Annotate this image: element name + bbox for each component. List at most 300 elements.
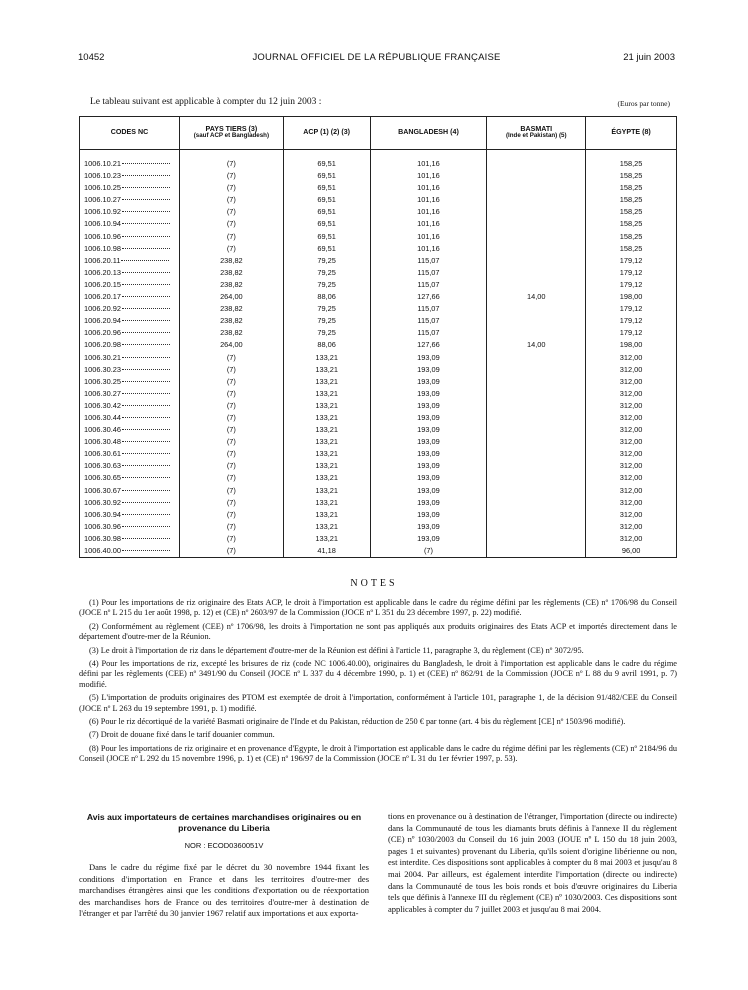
value-cell [487, 448, 586, 460]
value-cell: 79,25 [283, 255, 370, 267]
value-cell: 312,00 [586, 376, 677, 388]
value-cell: 101,16 [370, 243, 487, 255]
note-paragraph: (3) Le droit à l'importation de riz dans le département d'outre-mer de la Réunion est défini à l'article 11, paragraphe 3, du règlement (CE) nº 3072/95. [89, 645, 584, 655]
table-row [80, 436, 677, 448]
value-cell [487, 206, 586, 218]
value-cell: 193,09 [370, 436, 487, 448]
code-text: 1006.30.98 [84, 533, 121, 543]
value-cell: 238,82 [179, 255, 283, 267]
value-cell: 133,21 [283, 509, 370, 521]
column-header [80, 117, 180, 150]
value-cell [487, 231, 586, 243]
note-paragraph: (6) Pour le riz décortiqué de la variété Basmati originaire de l'Inde et du Pakistan, réduction de 250 € par tonne (art. 4 bis du règlement [CE] nº 1503/96 modifié). [89, 717, 626, 727]
code-cell [80, 485, 180, 497]
code-text: 1006.10.23 [84, 171, 121, 181]
value-cell: 179,12 [586, 255, 677, 267]
value-cell: 193,09 [370, 509, 487, 521]
value-cell: (7) [179, 352, 283, 364]
code-text: 1006.10.92 [84, 207, 121, 217]
table-row [80, 424, 677, 436]
table-row [80, 231, 677, 243]
leader-dots [122, 308, 170, 309]
value-cell: 133,21 [283, 521, 370, 533]
code-text: 1006.30.21 [84, 352, 121, 362]
leader-dots [122, 248, 170, 249]
value-cell: 79,25 [283, 267, 370, 279]
value-cell: 133,21 [283, 376, 370, 388]
value-cell: (7) [179, 231, 283, 243]
leader-dots [122, 223, 170, 224]
value-cell: 101,16 [370, 170, 487, 182]
table-row [80, 291, 677, 303]
value-cell: 79,25 [283, 327, 370, 339]
code-text: 1006.30.46 [84, 425, 121, 435]
journal-title: JOURNAL OFFICIEL DE LA RÉPUBLIQUE FRANÇAISE [252, 52, 501, 63]
value-cell: (7) [179, 448, 283, 460]
value-cell: 193,09 [370, 364, 487, 376]
value-cell: 264,00 [179, 339, 283, 351]
column-header [179, 117, 283, 150]
code-cell [80, 303, 180, 315]
value-cell: (7) [179, 509, 283, 521]
value-cell [487, 400, 586, 412]
value-cell [487, 315, 586, 327]
value-cell: 158,25 [586, 243, 677, 255]
value-cell: 193,09 [370, 497, 487, 509]
leader-dots [122, 272, 170, 273]
leader-dots [122, 405, 170, 406]
value-cell: 312,00 [586, 460, 677, 472]
leader-dots [122, 332, 170, 333]
value-cell: 133,21 [283, 497, 370, 509]
leader-dots [122, 526, 170, 527]
code-text: 1006.30.63 [84, 461, 121, 471]
code-cell [80, 412, 180, 424]
value-cell: 312,00 [586, 509, 677, 521]
value-cell [487, 279, 586, 291]
value-cell [487, 255, 586, 267]
column-header-label: CODES NC [110, 128, 149, 137]
note-paragraph: (8) Pour les importations de riz originaire et en provenance d'Egypte, le droit à l'importation est applicable dans le cadre du régime défini par les règlements (CE) nº 2184/96 du Conseil (JOCE nº L 292 du 15 novembre 1996, p. 1) et (CE) nº 196/97 de la Commission (JOCE nº L 31 du 1er février 1997, p. 53). [79, 743, 677, 764]
value-cell [487, 267, 586, 279]
value-cell: 193,09 [370, 472, 487, 484]
note-paragraph: (1) Pour les importations de riz originaire des Etats ACP, le droit à l'importation est applicable dans le cadre du régime défini par les règlements (CE) nº 1706/98 du Conseil (JOCE nº L 215 du 1er août 1998, p. 12) et (CE) nº 2603/97 de la Commission (JOCE nº L 351 du 23 décembre 1997, p. 22) modifié. [79, 598, 677, 618]
value-cell: 238,82 [179, 303, 283, 315]
code-text: 1006.30.92 [84, 497, 121, 507]
leader-dots [122, 393, 170, 394]
code-text: 1006.20.96 [84, 328, 121, 338]
leader-dots [122, 211, 170, 212]
leader-dots [122, 490, 170, 491]
value-cell: 133,21 [283, 472, 370, 484]
value-cell: (7) [179, 460, 283, 472]
value-cell: (7) [179, 545, 283, 558]
value-cell: 179,12 [586, 315, 677, 327]
column-header [370, 117, 487, 150]
value-cell [487, 352, 586, 364]
code-cell [80, 533, 180, 545]
value-cell: 127,66 [370, 339, 487, 351]
code-cell [80, 206, 180, 218]
code-text: 1006.30.25 [84, 376, 121, 386]
value-cell: 198,00 [586, 291, 677, 303]
column-header-sublabel: (sauf ACP et Bangladesh) [193, 132, 270, 140]
value-cell: 193,09 [370, 412, 487, 424]
code-cell [80, 497, 180, 509]
code-cell [80, 291, 180, 303]
value-cell: 193,09 [370, 521, 487, 533]
value-cell [487, 170, 586, 182]
value-cell: (7) [179, 194, 283, 206]
leader-dots [122, 502, 170, 503]
leader-dots [122, 441, 170, 442]
table-row [80, 339, 677, 351]
code-text: 1006.20.92 [84, 304, 121, 314]
value-cell: 101,16 [370, 206, 487, 218]
code-text: 1006.20.11 [84, 255, 121, 265]
code-cell [80, 279, 180, 291]
value-cell [487, 485, 586, 497]
value-cell [487, 303, 586, 315]
table-row [80, 279, 677, 291]
value-cell [487, 376, 586, 388]
value-cell: 312,00 [586, 364, 677, 376]
table-row [80, 158, 677, 170]
code-cell [80, 255, 180, 267]
value-cell: 193,09 [370, 485, 487, 497]
code-cell [80, 448, 180, 460]
intro-text: Le tableau suivant est applicable à compter du 12 juin 2003 : [90, 97, 322, 107]
value-cell: 133,21 [283, 364, 370, 376]
value-cell: (7) [179, 243, 283, 255]
value-cell [487, 497, 586, 509]
value-cell [487, 243, 586, 255]
table-row [80, 472, 677, 484]
code-text: 1006.30.65 [84, 473, 121, 483]
table-row [80, 267, 677, 279]
code-text: 1006.30.94 [84, 509, 121, 519]
value-cell: 101,16 [370, 218, 487, 230]
value-cell: 41,18 [283, 545, 370, 558]
table-spacer-row [80, 150, 677, 159]
table-row [80, 412, 677, 424]
value-cell [487, 436, 586, 448]
value-cell: 193,09 [370, 376, 487, 388]
value-cell: 312,00 [586, 388, 677, 400]
table-row [80, 206, 677, 218]
code-text: 1006.10.96 [84, 231, 121, 241]
code-cell [80, 231, 180, 243]
value-cell: 193,09 [370, 424, 487, 436]
value-cell: (7) [179, 170, 283, 182]
value-cell: 133,21 [283, 485, 370, 497]
code-text: 1006.20.17 [84, 292, 121, 302]
table-body [80, 150, 677, 558]
value-cell: 193,09 [370, 460, 487, 472]
code-text: 1006.20.13 [84, 267, 121, 277]
value-cell: 193,09 [370, 352, 487, 364]
value-cell [487, 388, 586, 400]
table-row [80, 352, 677, 364]
value-cell: 158,25 [586, 182, 677, 194]
value-cell: 238,82 [179, 327, 283, 339]
leader-dots [122, 381, 170, 382]
table-row [80, 521, 677, 533]
value-cell [487, 327, 586, 339]
value-cell: 312,00 [586, 485, 677, 497]
value-cell: 101,16 [370, 158, 487, 170]
column-header-label: BASMATI [520, 124, 553, 133]
value-cell [487, 194, 586, 206]
value-cell: (7) [370, 545, 487, 558]
table-row [80, 485, 677, 497]
value-cell [487, 364, 586, 376]
leader-dots [122, 417, 170, 418]
value-cell: (7) [179, 521, 283, 533]
code-text: 1006.30.23 [84, 364, 121, 374]
leader-dots [122, 344, 170, 345]
code-cell [80, 243, 180, 255]
code-cell [80, 376, 180, 388]
table-row [80, 448, 677, 460]
value-cell: 14,00 [487, 339, 586, 351]
notes-title: NOTES [350, 578, 398, 589]
value-cell: 158,25 [586, 218, 677, 230]
value-cell: 69,51 [283, 243, 370, 255]
value-cell: 69,51 [283, 182, 370, 194]
value-cell: 69,51 [283, 231, 370, 243]
value-cell: 133,21 [283, 412, 370, 424]
leader-dots [121, 260, 169, 261]
table-row [80, 315, 677, 327]
table-row [80, 243, 677, 255]
code-cell [80, 509, 180, 521]
code-text: 1006.30.67 [84, 485, 121, 495]
value-cell: 115,07 [370, 327, 487, 339]
column-header [487, 117, 586, 150]
leader-dots [122, 465, 170, 466]
table-row [80, 182, 677, 194]
page-number: 10452 [78, 52, 105, 63]
value-cell [487, 545, 586, 558]
code-cell [80, 194, 180, 206]
value-cell [487, 424, 586, 436]
value-cell: 238,82 [179, 267, 283, 279]
value-cell: 133,21 [283, 460, 370, 472]
code-cell [80, 327, 180, 339]
code-cell [80, 352, 180, 364]
value-cell: 179,12 [586, 303, 677, 315]
value-cell: 101,16 [370, 182, 487, 194]
table-header [80, 117, 677, 150]
leader-dots [122, 538, 170, 539]
value-cell [487, 521, 586, 533]
value-cell: 69,51 [283, 194, 370, 206]
table-row [80, 255, 677, 267]
note-paragraph: (4) Pour les importations de riz, excepté les brisures de riz (code NC 1006.40.00), originaires du Bangladesh, le droit à l'importation est applicable dans le cadre du régime défini par les règlements (CEE) nº 3491/90 du Conseil (JOCE nº L 337 du 4 décembre 1990, p. 1) et (CEE) nº 862/91 de la Commission (JOCE nº L 88 du 9 avril 1991, p. 7) modifié. [79, 659, 677, 689]
page-header [78, 52, 675, 66]
leader-dots [122, 296, 170, 297]
code-text: 1006.10.98 [84, 243, 121, 253]
code-text: 1006.10.94 [84, 219, 121, 229]
value-cell: 14,00 [487, 291, 586, 303]
value-cell: 158,25 [586, 170, 677, 182]
note-paragraph: (7) Droit de douane fixé dans le tarif douanier commun. [89, 730, 275, 740]
column-header-label: PAYS TIERS (3) [205, 124, 258, 133]
column-header-label: BANGLADESH (4) [398, 128, 459, 137]
code-cell [80, 400, 180, 412]
code-text: 1006.20.94 [84, 316, 121, 326]
value-cell: (7) [179, 497, 283, 509]
value-cell: 158,25 [586, 206, 677, 218]
leader-dots [122, 187, 170, 188]
value-cell: 312,00 [586, 472, 677, 484]
notes-section [79, 598, 677, 768]
value-cell: (7) [179, 485, 283, 497]
table-row [80, 460, 677, 472]
value-cell: (7) [179, 424, 283, 436]
code-cell [80, 424, 180, 436]
value-cell: 193,09 [370, 388, 487, 400]
code-cell [80, 218, 180, 230]
code-text: 1006.40.00 [84, 546, 121, 555]
value-cell: 158,25 [586, 158, 677, 170]
issue-date: 21 juin 2003 [623, 52, 675, 63]
table-row [80, 388, 677, 400]
value-cell: 69,51 [283, 206, 370, 218]
code-text: 1006.10.25 [84, 183, 121, 193]
value-cell: 127,66 [370, 291, 487, 303]
value-cell: (7) [179, 533, 283, 545]
table-row [80, 170, 677, 182]
value-cell: (7) [179, 400, 283, 412]
code-cell [80, 315, 180, 327]
leader-dots [122, 453, 170, 454]
column-header [283, 117, 370, 150]
value-cell: 312,00 [586, 497, 677, 509]
value-cell: (7) [179, 412, 283, 424]
code-cell [80, 158, 180, 170]
value-cell: 115,07 [370, 303, 487, 315]
code-text: 1006.20.98 [84, 340, 121, 350]
value-cell: 115,07 [370, 255, 487, 267]
value-cell: (7) [179, 218, 283, 230]
value-cell: 158,25 [586, 194, 677, 206]
leader-dots [122, 320, 170, 321]
code-cell [80, 545, 180, 558]
table-row [80, 303, 677, 315]
value-cell: 133,21 [283, 448, 370, 460]
value-cell: 69,51 [283, 170, 370, 182]
avis-title: Avis aux importateurs de certaines marchandises originaires ou en provenance du Liberia [86, 812, 362, 833]
leader-dots [122, 284, 170, 285]
table-row [80, 376, 677, 388]
value-cell: 179,12 [586, 267, 677, 279]
column-header-label: ÉGYPTE (8) [611, 128, 651, 137]
code-text: 1006.30.96 [84, 521, 121, 531]
leader-dots [122, 550, 170, 551]
code-cell [80, 339, 180, 351]
value-cell: (7) [179, 206, 283, 218]
value-cell: 133,21 [283, 424, 370, 436]
table-row [80, 533, 677, 545]
code-cell [80, 521, 180, 533]
tariff-table [79, 116, 677, 558]
value-cell: (7) [179, 376, 283, 388]
code-text: 1006.30.44 [84, 412, 121, 422]
value-cell: 193,09 [370, 400, 487, 412]
code-cell [80, 170, 180, 182]
leader-dots [122, 429, 170, 430]
value-cell [487, 218, 586, 230]
value-cell: 79,25 [283, 315, 370, 327]
value-cell [487, 472, 586, 484]
value-cell: 69,51 [283, 158, 370, 170]
code-cell [80, 472, 180, 484]
code-text: 1006.30.48 [84, 437, 121, 447]
value-cell [487, 158, 586, 170]
value-cell: (7) [179, 364, 283, 376]
table-row [80, 194, 677, 206]
code-text: 1006.10.27 [84, 195, 121, 205]
leader-dots [122, 477, 170, 478]
value-cell: 96,00 [586, 545, 677, 558]
value-cell [487, 460, 586, 472]
leader-dots [122, 357, 170, 358]
code-cell [80, 364, 180, 376]
note-paragraph: (5) L'importation de produits originaires des PTOM est exemptée de droit à l'importation, conformément à l'article 101, paragraphe 1, de la décision 91/482/CEE du Conseil (JOCE nº L 263 du 19 septembre 1991, p. 1) modifié. [79, 693, 677, 713]
value-cell: 133,21 [283, 533, 370, 545]
value-cell: 312,00 [586, 352, 677, 364]
value-cell: 312,00 [586, 521, 677, 533]
leader-dots [122, 514, 170, 515]
value-cell: 115,07 [370, 279, 487, 291]
value-cell: 312,00 [586, 533, 677, 545]
column-header [586, 117, 677, 150]
value-cell: 133,21 [283, 388, 370, 400]
value-cell: 133,21 [283, 352, 370, 364]
value-cell: 79,25 [283, 279, 370, 291]
leader-dots [122, 369, 170, 370]
value-cell: (7) [179, 436, 283, 448]
value-cell: 193,09 [370, 533, 487, 545]
table-row [80, 545, 677, 558]
code-cell [80, 388, 180, 400]
code-text: 1006.30.42 [84, 400, 121, 410]
value-cell: 179,12 [586, 327, 677, 339]
note-paragraph: (2) Conformément au règlement (CEE) nº 1706/98, les droits à l'importation ne sont pas appliqués aux produits originaires des Etats ACP et importés directement dans le département d'outre-mer de la Réunion. [79, 621, 677, 642]
value-cell: 238,82 [179, 279, 283, 291]
column-header-label: ACP (1) (2) (3) [303, 128, 351, 137]
table-row [80, 509, 677, 521]
value-cell: 115,07 [370, 315, 487, 327]
column-header-sublabel: (Inde et Pakistan) (5) [506, 132, 567, 140]
value-cell [487, 182, 586, 194]
value-cell: (7) [179, 388, 283, 400]
value-cell [487, 412, 586, 424]
value-cell: 115,07 [370, 267, 487, 279]
value-cell: 312,00 [586, 448, 677, 460]
table-row [80, 400, 677, 412]
avis-left-column: Dans le cadre du régime fixé par le décret du 30 novembre 1944 fixant les conditions d'importation en France et dans les territoires d'outre-mer des marchandises étrangères ainsi que les conditions d'exportation ou de réexportation des marchandises hors de France ou des territoires d'outre-mer à destination de l'étranger et par l'arrêté du 30 janvier 1967 relatif aux importations et aux exporta- [79, 862, 369, 919]
avis-right-column: tions en provenance ou à destination de l'étranger, l'importation (directe ou indirecte) dans la Communauté de tous les diamants bruts définis à l'annexe II du règlement (CE) nº 1030/2003 du Conseil du 16 juin 2003 (JOUE nº L 150 du 18 juin 2003, pages 1 et suivantes) provenant du Liberia, qu'ils soient d'origine libérienne ou non, est interdite. Ces dispositions sont applicables à compter du 8 mai 2003 et jusqu'au 8 mai 2004. Par ailleurs, est également interdite l'importation (directe ou indirecte) dans la Communauté de tous les bois ronds et bois d'œuvre originaires du Liberia tels que définis à l'annexe III du règlement (CE) nº 1030/2003. Ces dispositions sont applicables à compter du 7 juillet 2003 et jusqu'au 8 mai 2004. [388, 811, 677, 914]
value-cell: 264,00 [179, 291, 283, 303]
value-cell: 179,12 [586, 279, 677, 291]
leader-dots [122, 163, 170, 164]
value-cell: 101,16 [370, 194, 487, 206]
value-cell: 193,09 [370, 448, 487, 460]
code-cell [80, 460, 180, 472]
